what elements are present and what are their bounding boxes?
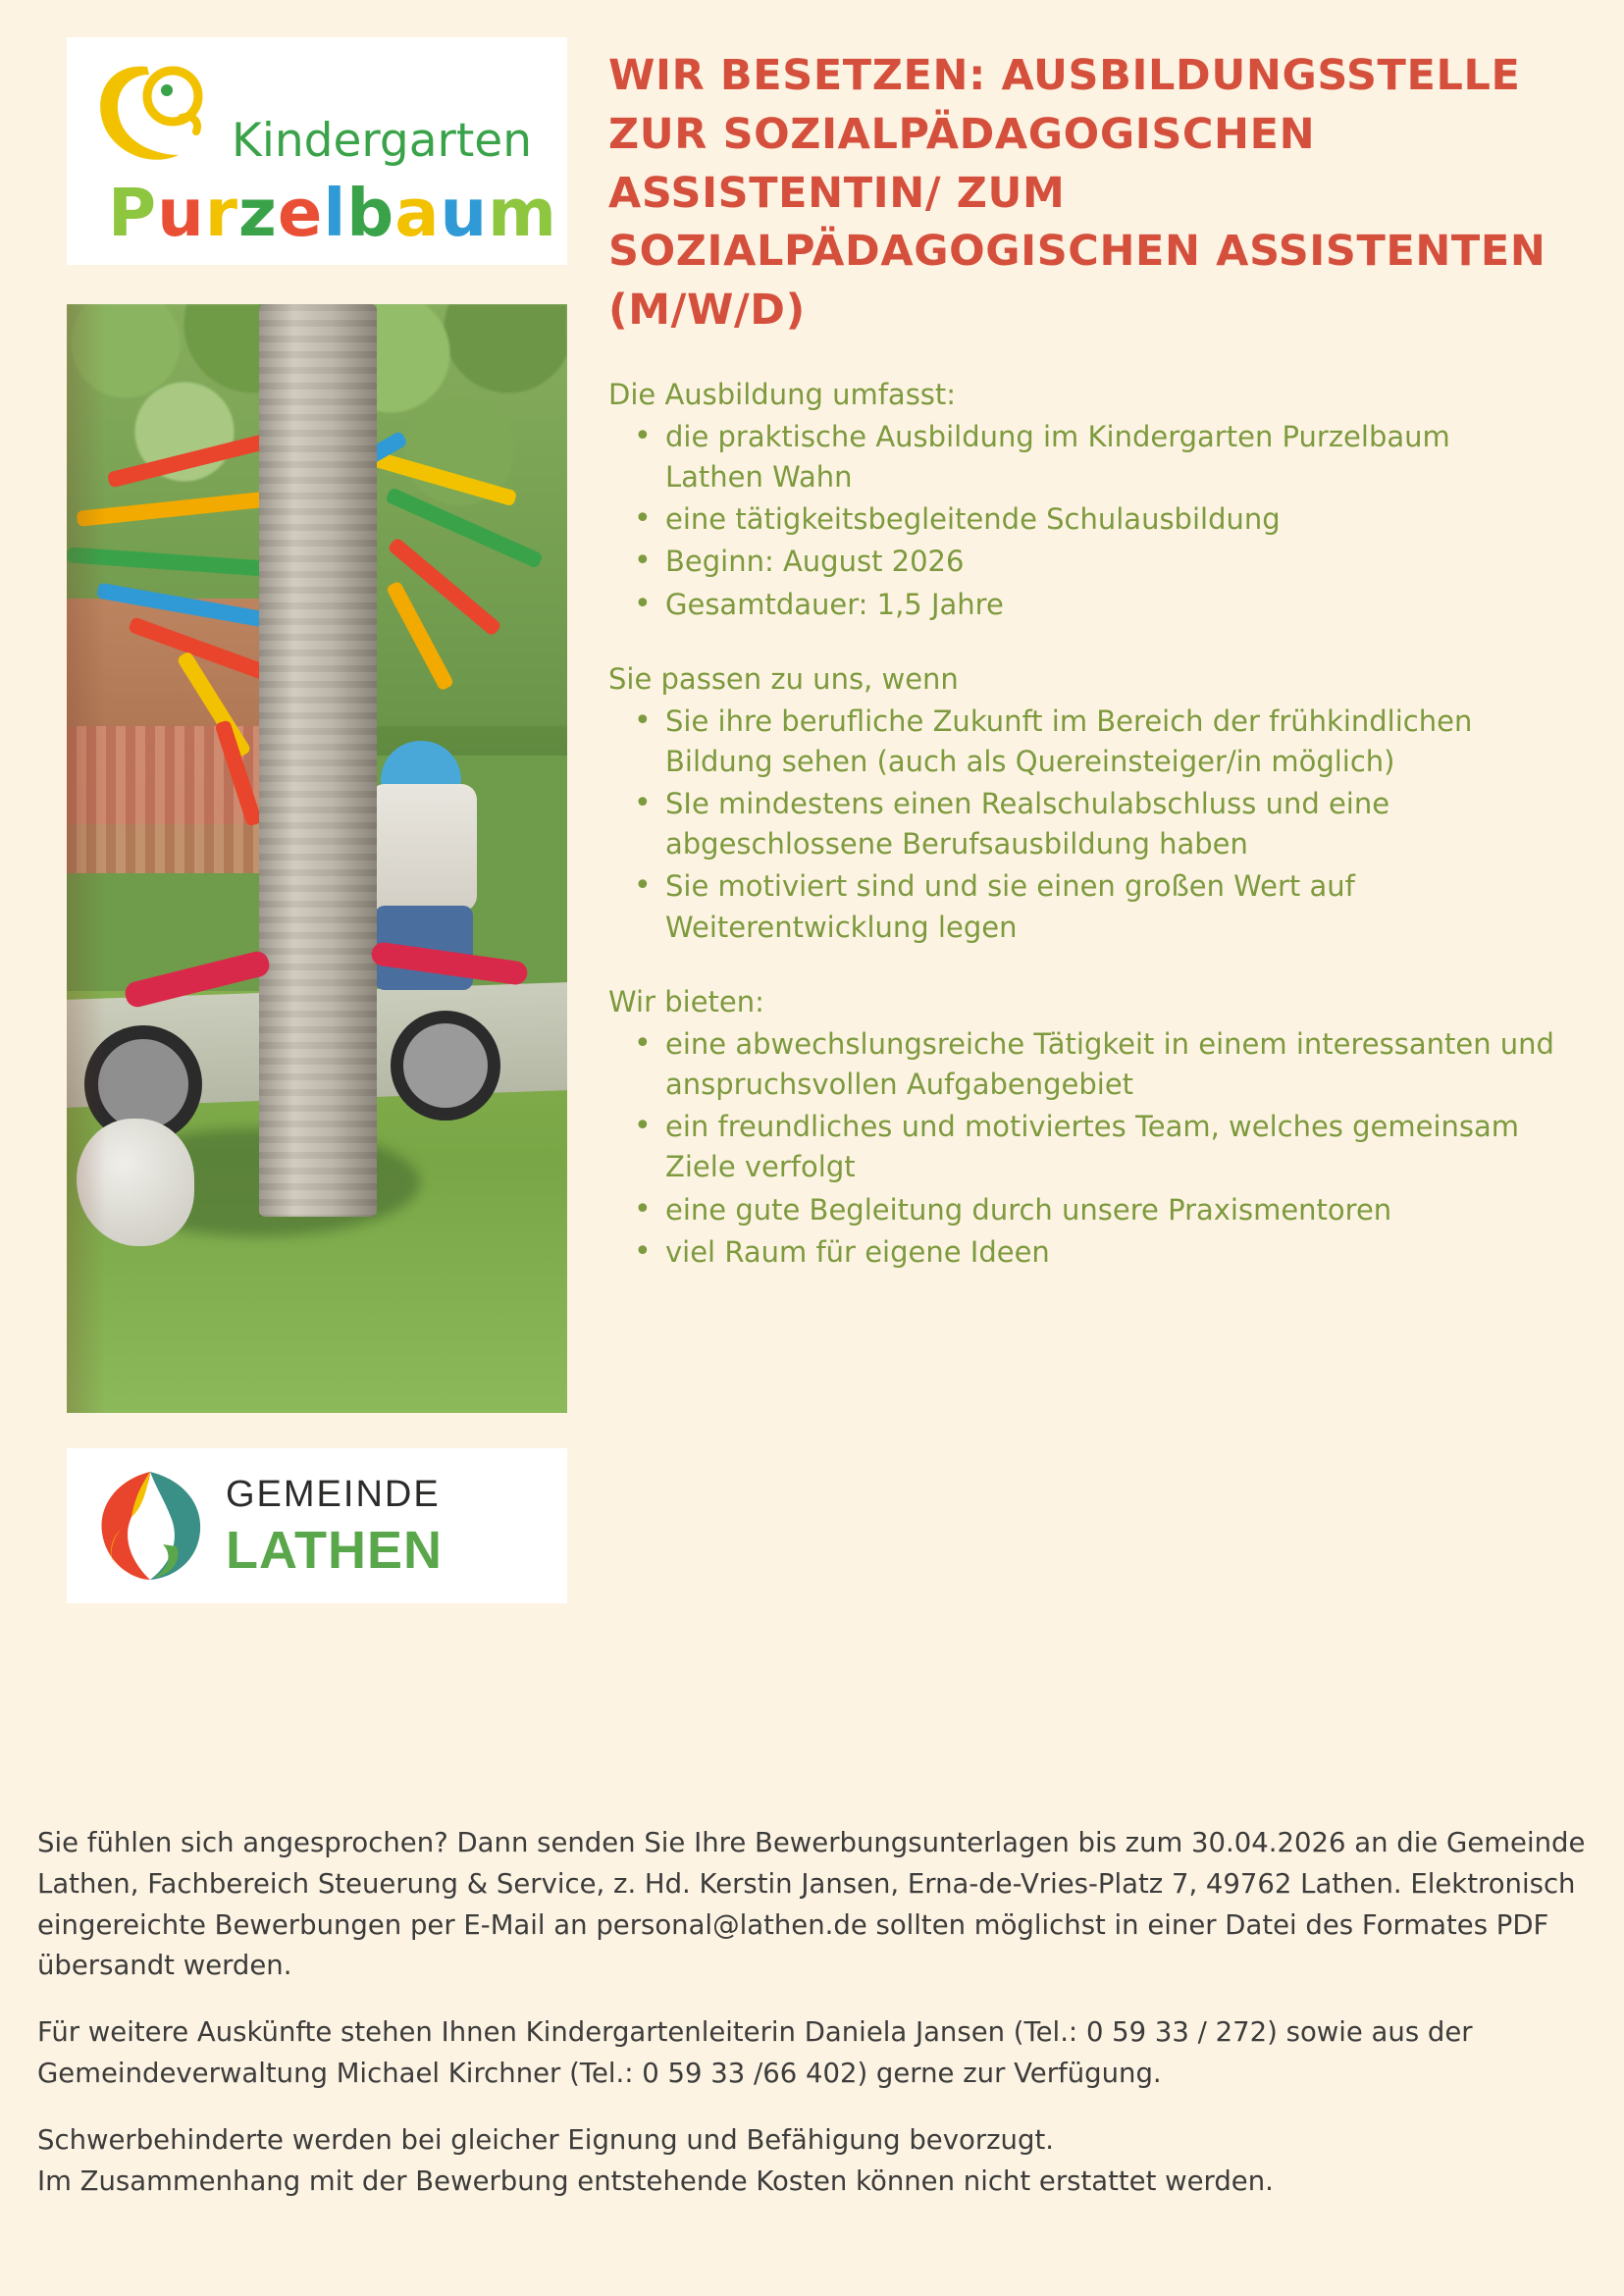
list-item: • eine abwechslungsreiche Tätigkeit in einem interessanten und anspruchsvollen Aufgabengebiet: [665, 1024, 1555, 1105]
list-item: • Sie motiviert sind und sie einen großen Wert auf Weiterentwicklung legen: [665, 866, 1555, 947]
purzelbaum-logo-icon: [88, 57, 226, 175]
kindergarten-photo: [67, 304, 567, 1413]
list-item: • SIe mindestens einen Realschulabschluss und eine abgeschlossene Berufsausbildung haben: [665, 784, 1555, 864]
list-item: • Sie ihre berufliche Zukunft im Bereich der frühkindlichen Bildung sehen (auch als Quereinsteiger/in möglich): [665, 702, 1555, 782]
section-list: [608, 702, 1555, 948]
list-item: • die praktische Ausbildung im Kindergarten Purzelbaum Lathen Wahn: [665, 417, 1555, 497]
gemeinde-lathen-logo: [67, 1448, 567, 1603]
list-item: • Gesamtdauer: 1,5 Jahre: [665, 585, 1555, 625]
footer-contact-block: [37, 1823, 1588, 2202]
list-item: • viel Raum für eigene Ideen: [665, 1232, 1555, 1273]
section-title: Die Ausbildung umfasst:: [608, 377, 957, 411]
list-item: • eine gute Begleitung durch unsere Praxismentoren: [665, 1190, 1555, 1230]
trike-right: [361, 913, 548, 1109]
section-title: Sie passen zu uns, wenn: [608, 661, 959, 696]
logo-word-kindergarten: Kindergarten: [232, 114, 533, 168]
trike-left: [84, 932, 271, 1119]
tree-trunk: [259, 304, 377, 1217]
section-ausbildung-umfasst: [608, 374, 1555, 625]
left-column: [67, 37, 567, 1603]
section-sie-passen-zu-uns: [608, 658, 1555, 948]
section-list: [608, 417, 1555, 625]
gemeinde-label: GEMEINDE: [226, 1474, 441, 1515]
gemeinde-lathen-mark-icon: [92, 1468, 208, 1584]
section-list: [608, 1024, 1555, 1273]
list-item: • eine tätigkeitsbegleitende Schulausbildung: [665, 499, 1555, 540]
section-title: Wir bieten:: [608, 984, 764, 1018]
section-wir-bieten: [608, 981, 1555, 1273]
footer-paragraph-costs: Im Zusammenhang mit der Bewerbung entstehende Kosten können nicht erstattet werden.: [37, 2165, 1274, 2197]
lathen-label: LATHEN: [226, 1521, 443, 1580]
list-item: • Beginn: August 2026: [665, 542, 1555, 582]
footer-paragraph-application: Sie fühlen sich angesprochen? Dann senden Sie Ihre Bewerbungsunterlagen bis zum 30.04.2026 an die Gemeinde Lathen, Fachbereich Steuerung & Service, z. Hd. Kerstin Jansen, Erna-de-Vries-Platz 7, 49762 Lathen. Elektronisch eingereichte Bewerbungen per E-Mail an personal@lathen.de sollten möglichst in einer Datei des Formates PDF übersandt werden.: [37, 1827, 1586, 1982]
list-item: • ein freundliches und motiviertes Team, welches gemeinsam Ziele verfolgt: [665, 1107, 1555, 1187]
footer-paragraph-disability: Schwerbehinderte werden bei gleicher Eignung und Befähigung bevorzugt.: [37, 2123, 1054, 2156]
page-title: WIR BESETZEN: AUSBILDUNGSSTELLE ZUR SOZIALPÄDAGOGISCHEN ASSISTENTIN/ ZUM SOZIALPÄDAGOGISCHEN ASSISTENTEN (M/W/D): [608, 51, 1546, 336]
footer-paragraph-contacts: Für weitere Auskünfte stehen Ihnen Kindergartenleiterin Daniela Jansen (Tel.: 0 59 33 / 272) sowie aus der Gemeindeverwaltung Michael Kirchner (Tel.: 0 59 33 /66 402) gerne zur Verfügung.: [37, 2016, 1473, 2089]
logo-word-purzelbaum: Purzelbaum: [108, 175, 557, 251]
right-column: [608, 47, 1555, 1275]
kindergarten-logo: [67, 37, 567, 265]
